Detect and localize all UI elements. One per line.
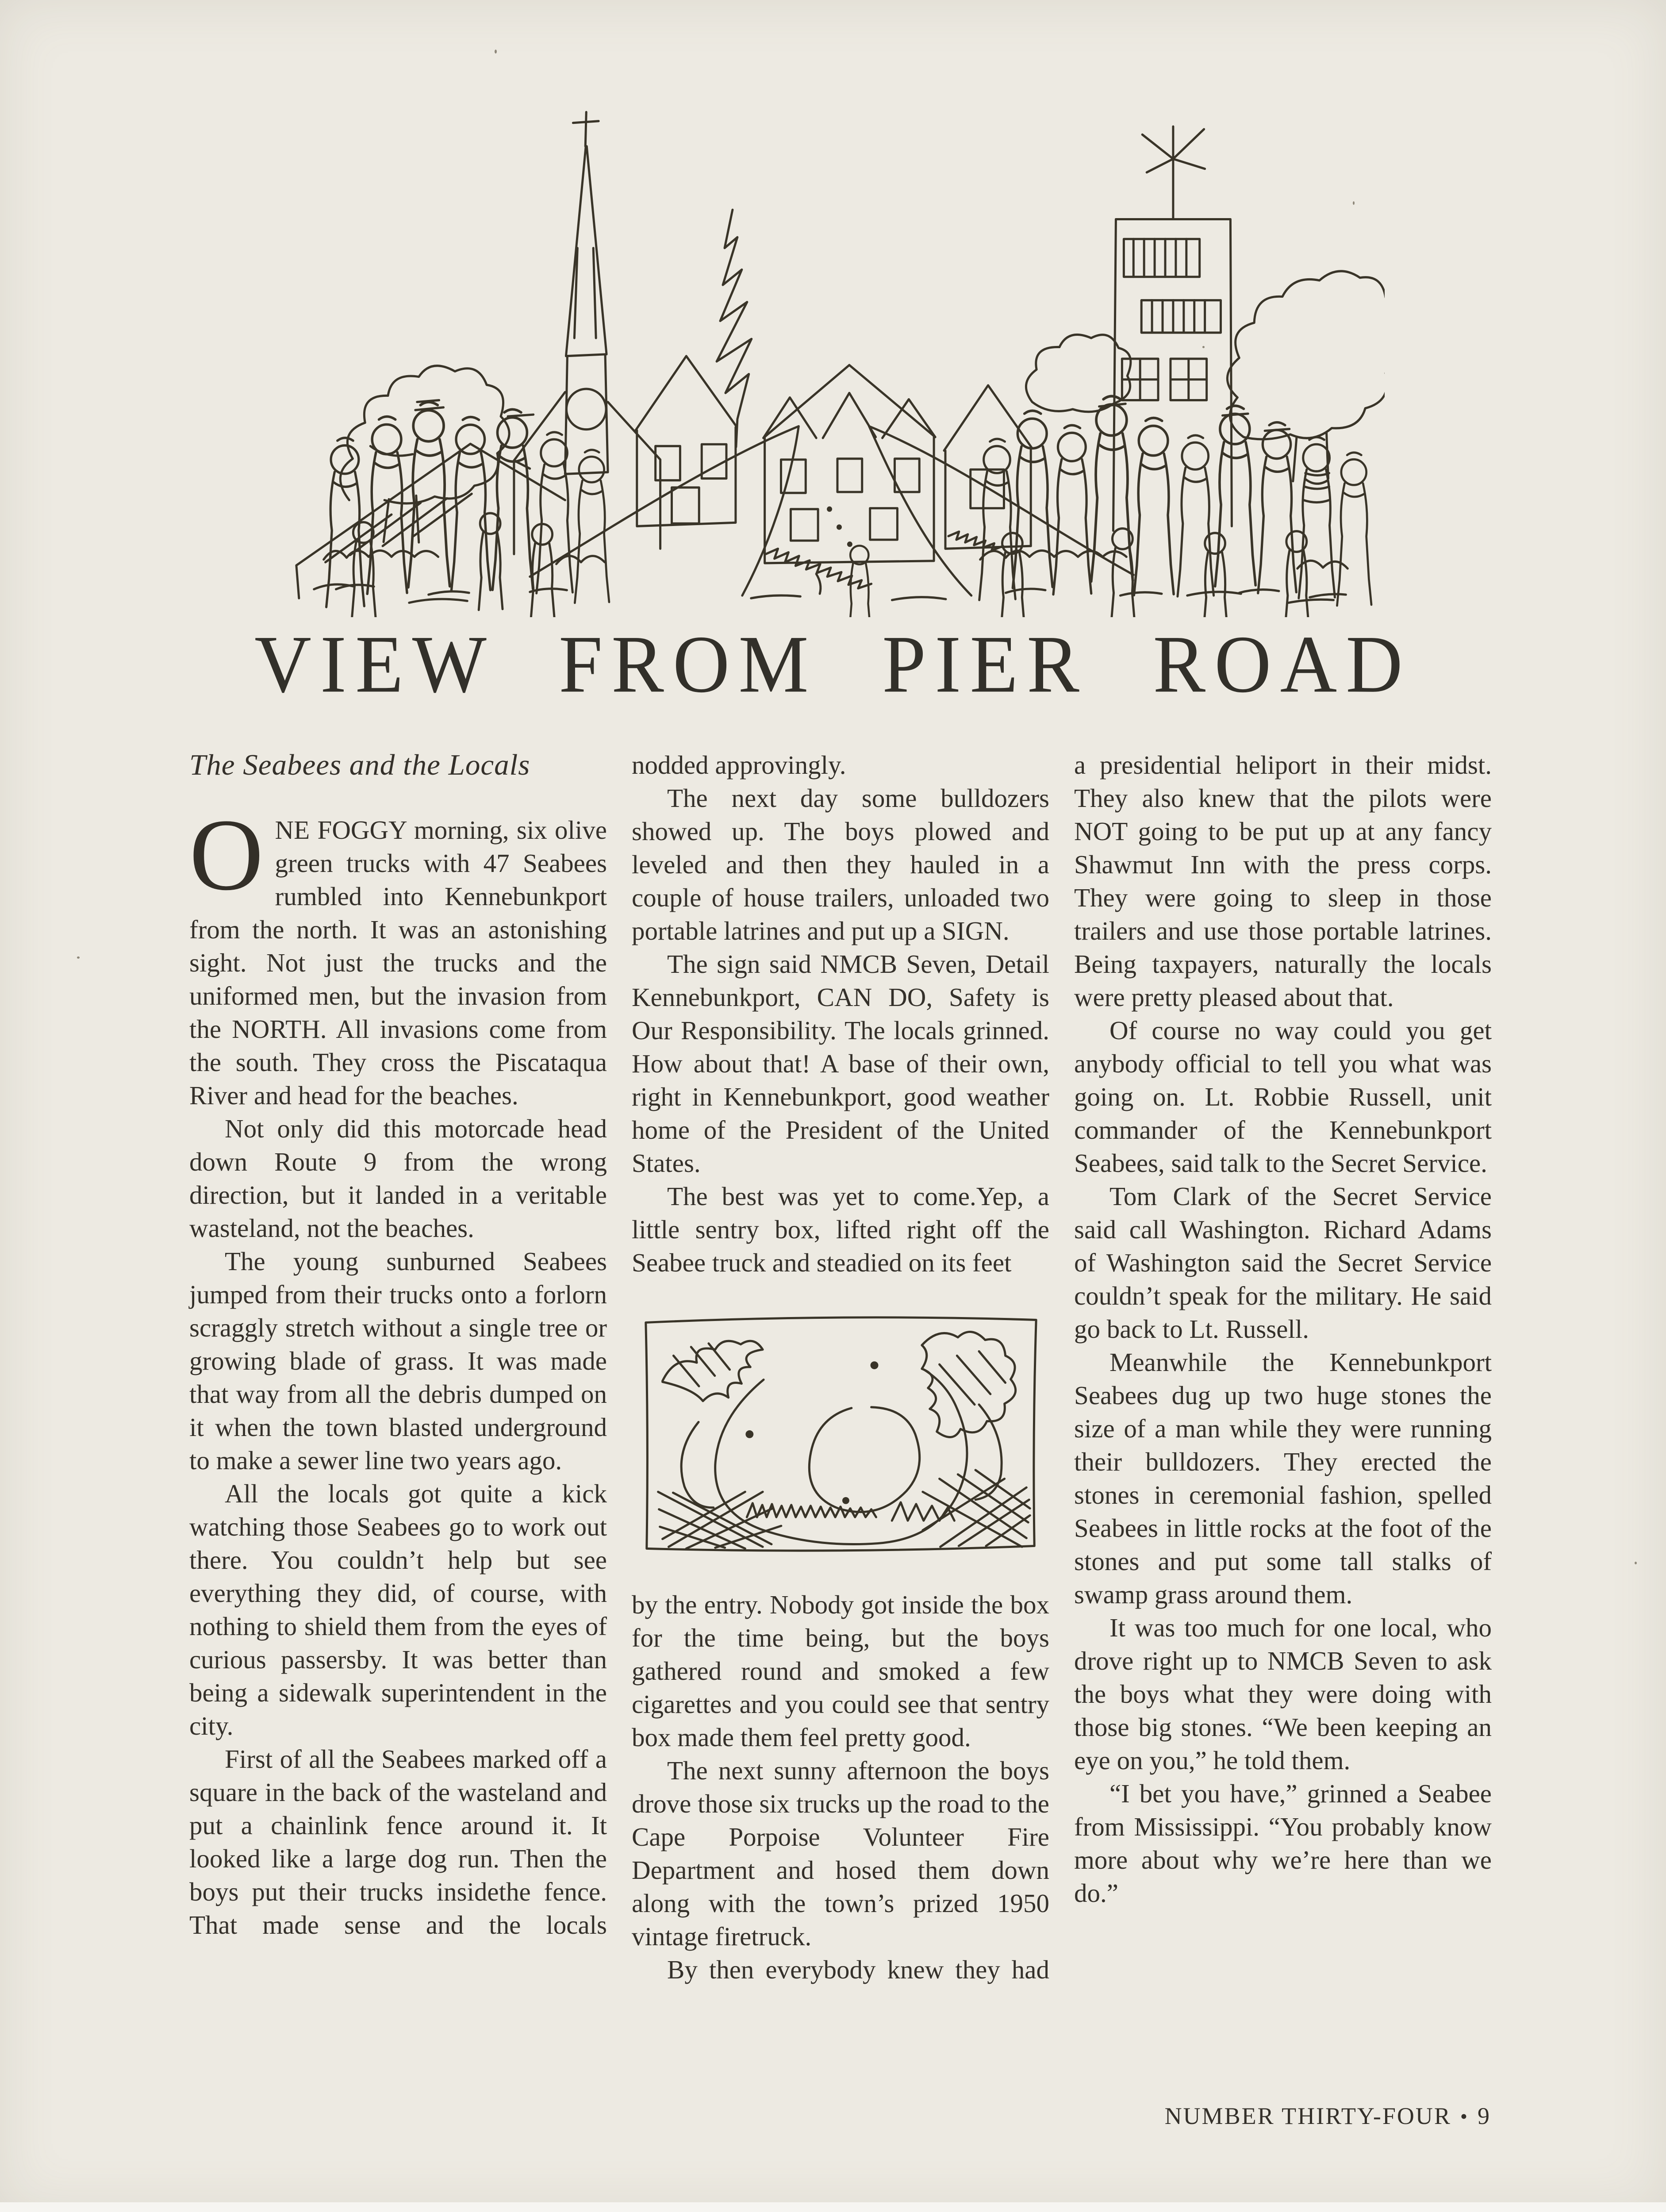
section-heading: The Seabees and the Locals (189, 749, 530, 781)
crosshatch-bottom-right (923, 1470, 1030, 1547)
pine-tree-sketch (717, 210, 752, 447)
paragraph: Tom Clark of the Secret Service said call Washington. Richard Adams of Washington said the Secret Service couldn’t speak for the military. He said go back to Lt. Russell. (1074, 1182, 1492, 1344)
chin-dot (842, 1497, 849, 1504)
issue-number: NUMBER THIRTY-FOUR (1164, 2103, 1451, 2129)
ear-left (681, 1422, 714, 1507)
inner-oval (809, 1407, 919, 1512)
column-1 (189, 749, 607, 1986)
paragraph: Not only did this motorcade head down Route 9 from the wrong direction, but it landed in a veritable wasteland, not the beaches. (189, 1114, 607, 1243)
face-in-frame-sketch-illustration (632, 1303, 1049, 1561)
paper-speck (77, 956, 80, 959)
paragraph: Meanwhile the Kennebunkport Seabees dug up two huge stones the size of a man while they were running their bulldozers. They erected the stones in ceremonial fashion, spelled Seabees in little rocks at the foot of the stones and put some tall stalks of swamp grass around them. (1074, 1348, 1492, 1609)
crowd-right-sketch (979, 396, 1371, 617)
continuation-paragraph: nodded approvingly. (632, 750, 846, 780)
paragraph: The next day some bulldozers showed up. The boys plowed and leveled and then they hauled in a couple of house trailers, unloaded two portable latrines and put up a SIGN. (632, 783, 1049, 945)
column-3-paragraphs (1074, 1014, 1492, 1910)
house-sketch (636, 356, 737, 526)
page-title: VIEW FROM PIER ROAD (254, 618, 1412, 710)
foliage-top-left (663, 1341, 763, 1401)
page-footer (1165, 2102, 1491, 2130)
paragraph: It was too much for one local, who drove right up to NMCB Seven to ask the boys what they were doing with those big stones. “We been keeping an eye on you,” he told them. (1074, 1613, 1492, 1775)
paper-speck (1353, 201, 1355, 205)
paragraph: The young sunburned Seabees jumped from their trucks onto a forlorn scraggly stretch without a single tree or growing blade of grass. It was made that way from all the debris dumped on it when the town blasted underground to make a sewer line two years ago. (189, 1247, 607, 1475)
foliage-top-right (922, 1332, 1016, 1437)
paragraph: The best was yet to come.Yep, a little sentry box, lifted right off the Seabee truck and steadied on its feet (632, 1182, 1049, 1277)
eye-dot-top (871, 1361, 879, 1369)
column-2 (632, 749, 1049, 1986)
column-2-paragraphs-after (632, 1754, 1049, 1953)
continuation-paragraph: by the entry. Nobody got inside the box for the time being, but the boys gathered round and smoked a few cigarettes and you could see that sentry box made them feel pretty good. (632, 1590, 1049, 1752)
paragraph: The sign said NMCB Seven, Detail Kennebunkport, CAN DO, Safety is Our Responsibility. The locals grinned. How about that! A base of their own, right in Kennebunkport, good weather home of the President of the United States. (632, 949, 1049, 1178)
column-1-paragraphs (189, 1112, 607, 1743)
crosshatch-bottom-left (658, 1492, 781, 1548)
tall-building-sketch (1113, 127, 1232, 531)
bullet-separator: • (1460, 2105, 1469, 2128)
church-sketch (514, 112, 660, 554)
paper-speck (1635, 1562, 1637, 1564)
eye-dot-left (745, 1430, 753, 1438)
continuation-paragraph: a presidential heliport in their midst. They also knew that the pilots were NOT going to be put up at any fancy Shawmut Inn with the press corps. They were going to sleep in those trailers and use those portable latrines. Being taxpayers, naturally the locals were pretty pleased about that. (1074, 750, 1492, 1012)
paragraph: Of course no way could you get anybody official to tell you what was going on. Lt. Robbie Russell, unit commander of the Kennebunkport Seabees, said talk to the Secret Service. (1074, 1016, 1492, 1178)
column-3 (1074, 749, 1492, 1986)
lead-text: NE FOGGY morning, six olive green trucks with 47 Seabees rumbled into Kennebunkport from the north. It was an astonishing sight. Not just the trucks and the uniformed men, but the invasion from the NORTH. All invasions come from the south. They cross the Piscataqua River and head for the beaches. (189, 815, 607, 1110)
paragraph: First of all the Seabees marked off a square in the back of the wasteland and put a chainlink fence around it. It looked like a large dog run. Then the boys put their trucks insidethe fence. That made sense and the locals (189, 1744, 607, 1939)
face-sketch-svg (632, 1303, 1049, 1561)
paragraph: All the locals got quite a kick watching those Seabees go to work out there. You couldn’t help but see everything they did, of course, with nothing to shield them from the eyes of curious passersby. It was better than being a sidewalk superintendent in the city. (189, 1479, 607, 1740)
village-crowd-sketch-illustration (283, 104, 1385, 617)
column-2-paragraphs (632, 782, 1049, 1279)
paragraph: “I bet you have,” grinned a Seabee from Mississippi. “You probably know more about why we’re here than we do.” (1074, 1779, 1492, 1908)
paragraph: The next sunny afternoon the boys drove those six trucks up the road to the Cape Porpoise Volunteer Fire Department and hosed them down along with the town’s prized 1950 vintage firetruck. (632, 1756, 1049, 1951)
scan-edge-bottom (0, 2202, 1666, 2212)
drop-cap: O (189, 798, 264, 912)
paragraph: By then everybody knew they had (667, 1955, 1049, 1984)
page-number: 9 (1478, 2103, 1491, 2129)
lead-paragraph (189, 798, 607, 1112)
paper-speck (1202, 346, 1205, 348)
paper-speck (495, 50, 497, 54)
article-columns (189, 749, 1491, 1986)
village-sketch-svg (283, 104, 1385, 617)
